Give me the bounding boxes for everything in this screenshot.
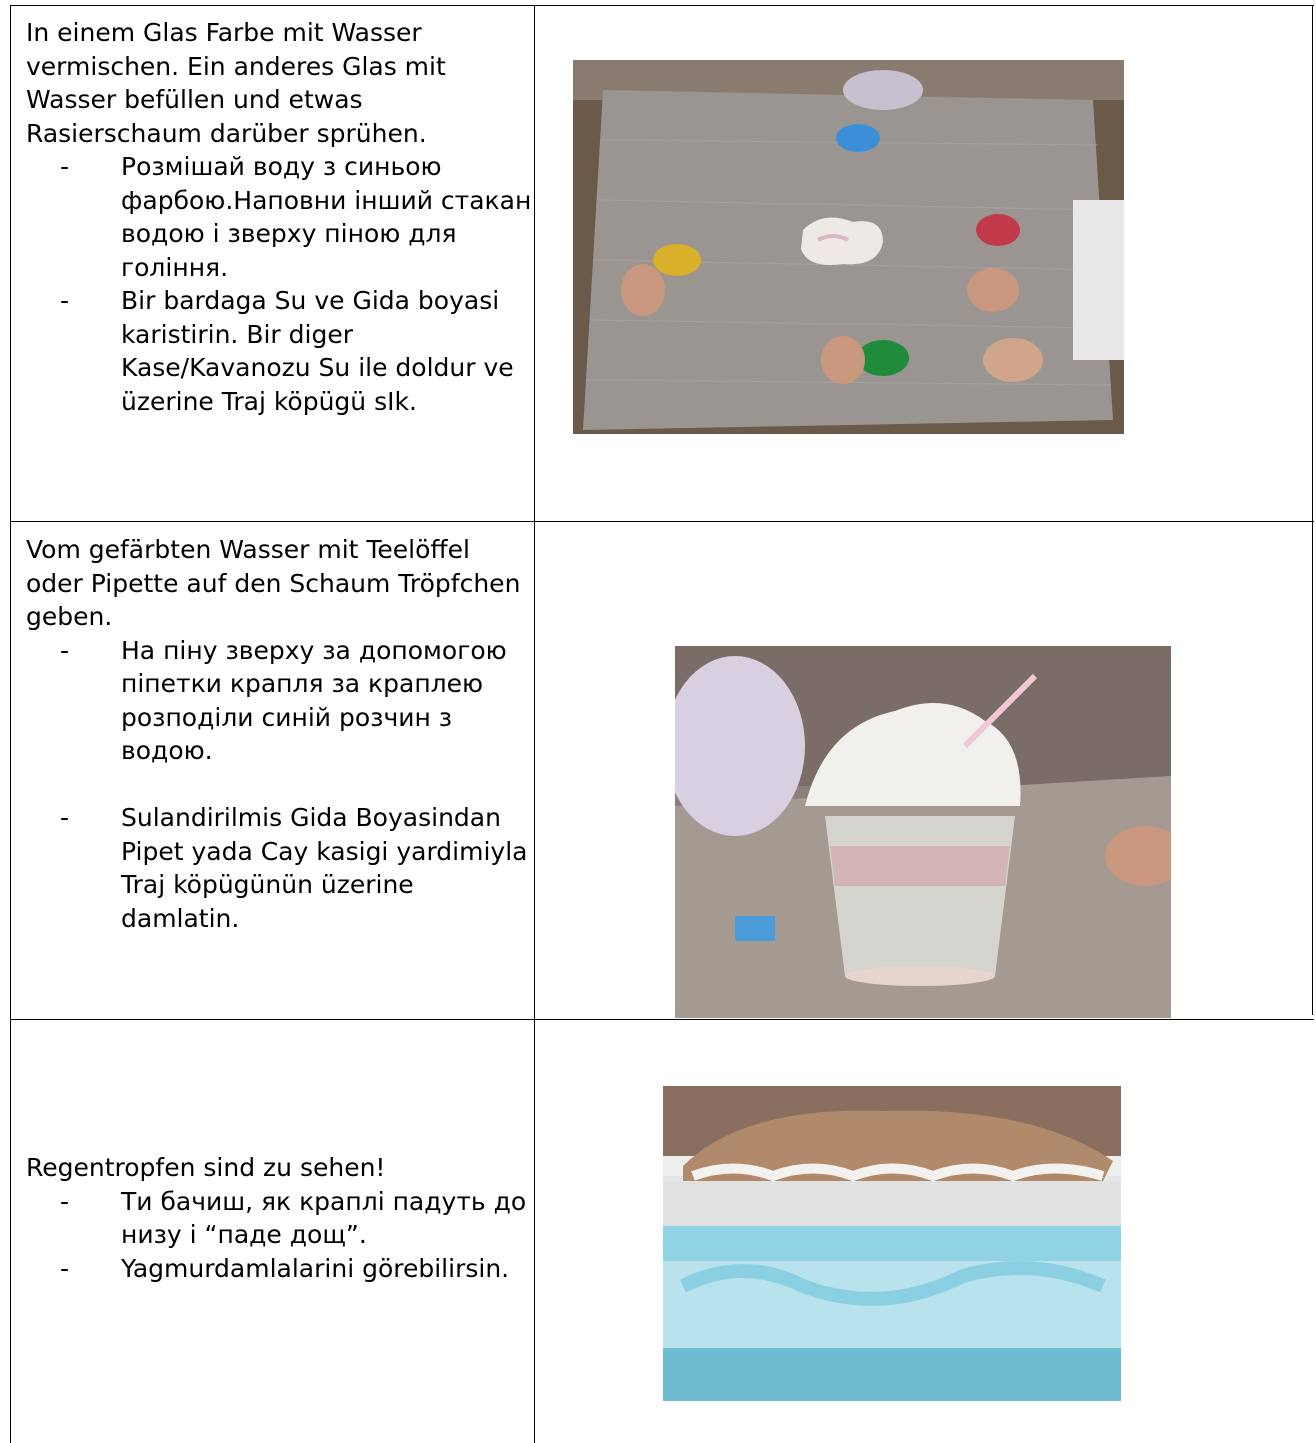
photo-foam-glass: [675, 646, 1171, 1018]
instruction-table: [10, 5, 1314, 1443]
row-3-bullets: [26, 1185, 532, 1286]
row-1-text: [26, 16, 532, 418]
row-3-heading: Regentropfen sind zu sehen!: [26, 1153, 386, 1182]
row-2-heading: Vom gefärbten Wasser mit Teelöffel oder Pipette auf den Schaum Tröpfchen geben.: [26, 535, 521, 631]
photo-coloring-water: [573, 60, 1124, 434]
list-item: - Ти бачиш, як краплі падуть до низу і “паде дощ”.: [121, 1185, 532, 1252]
list-item: - На піну зверху за допомогою піпетки крапля за краплею розподіли синій розчин з водою.: [121, 634, 532, 768]
table-border-top: [10, 5, 1314, 6]
list-item: - Bir bardaga Su ve Gida boyasi karistirin. Bir diger Kase/Kavanozu Su ile doldur ve üzerine Traj köpügü sIk.: [121, 284, 532, 418]
row-divider-2: [10, 1019, 1314, 1020]
row-3-text: [26, 1151, 532, 1285]
row-2-bullets: [26, 634, 532, 936]
list-item: - Yagmurdamlalarini görebilirsin.: [121, 1252, 532, 1286]
row-1-bullets: [26, 150, 532, 418]
list-item: - Розмішай воду з синьою фарбою.Наповни інший стакан водою і зверху піною для гоління.: [121, 150, 532, 284]
column-divider: [534, 5, 535, 1443]
list-item: - Sulandirilmis Gida Boyasindan Pipet yada Cay kasigi yardimiyla Traj köpügünün üzerine damlatin.: [121, 801, 532, 935]
row-1-heading: In einem Glas Farbe mit Wasser vermischen. Ein anderes Glas mit Wasser befüllen und etwas Rasierschaum darüber sprühen.: [26, 18, 446, 148]
row-2-text: [26, 533, 532, 935]
photo-rain-glass: [663, 1086, 1121, 1401]
row-divider-1: [10, 521, 1314, 522]
table-border-right: [1312, 5, 1313, 1015]
table-border-left: [10, 5, 11, 1443]
